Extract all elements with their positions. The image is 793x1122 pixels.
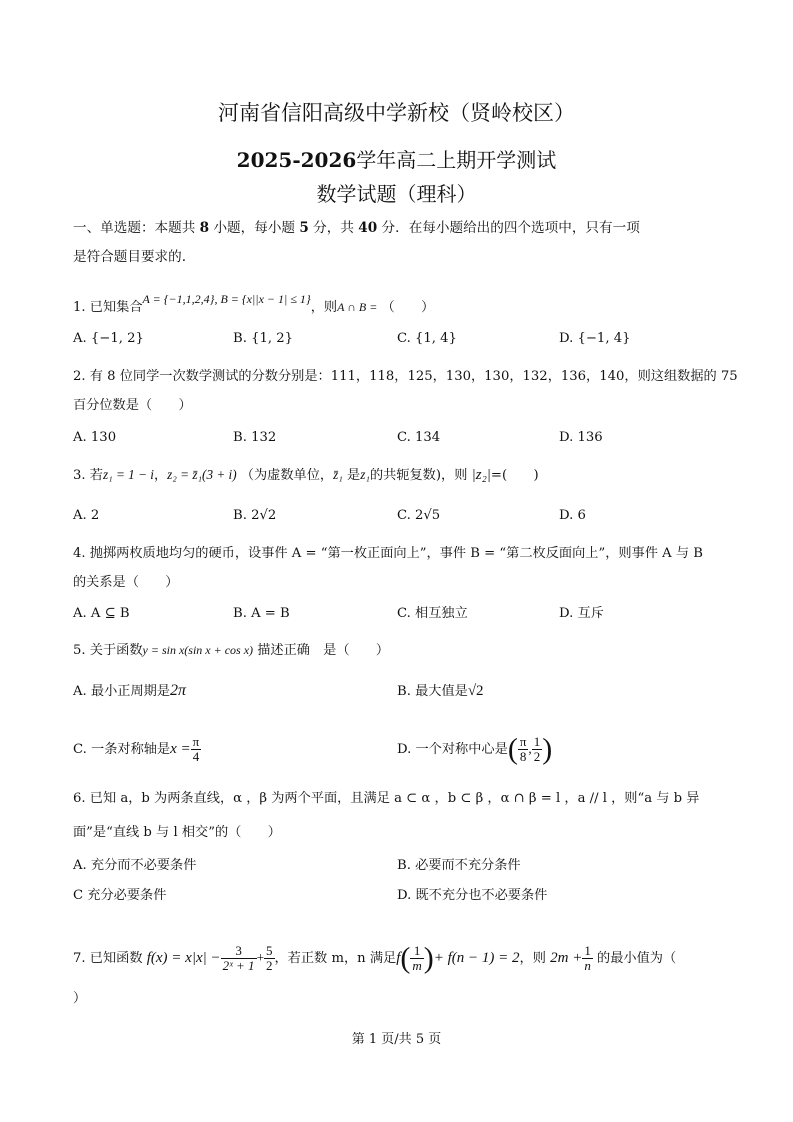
q3-option-d[interactable]: D. 6 (559, 508, 586, 523)
q5-option-b[interactable]: B. 最大值是√2 (397, 683, 484, 699)
q4-option-a[interactable]: A. A ⊆ B (73, 606, 130, 621)
question-2-line1: 2. 有 8 位同学一次数学测试的分数分别是：111，118，125，130，130，132，136，140，则这组数据的 75 (73, 369, 738, 384)
q5-option-d[interactable]: D. 一个对称中心是( $\frac{\pi}{8}$ , $\frac{1}{2}$ ) (397, 732, 553, 766)
question-5: 5. 关于函数y = sin x(sin x + cos x) 描述正确 是（ ） (73, 643, 390, 658)
q4-option-d[interactable]: D. 互斥 (559, 606, 604, 621)
question-4-line1: 4. 抛掷两枚质地均匀的硬币，设事件 A = “第一枚正面向上”，事件 B = “第二枚反面向上”，则事件 A 与 B (73, 546, 703, 561)
question-2-line2: 百分位数是（ ） (73, 398, 192, 413)
section-intro-line1: 一、单选题：本题共 8 小题，每小题 5 分，共 40 分．在每小题给出的四个选项中，只有一项 (73, 220, 640, 236)
page-number: 第 1 页/共 5 页 (351, 1032, 442, 1047)
exam-year: 2025-2026 (236, 148, 357, 172)
exam-name: 学年高二上期开学测试 (356, 148, 557, 172)
section-intro-line2: 是符合题目要求的. (73, 249, 187, 265)
q6-option-c[interactable]: C 充分必要条件 (73, 888, 167, 903)
q1-option-a[interactable]: A. {−1, 2} (73, 331, 144, 346)
q4-option-c[interactable]: C. 相互独立 (397, 606, 468, 621)
q2-option-b[interactable]: B. 132 (233, 430, 277, 445)
question-4-line2: 的关系是（ ） (73, 575, 179, 590)
q5-option-c[interactable]: C. 一条对称轴是x = $\frac{\pi}{4}$ (73, 734, 200, 764)
q6-option-a[interactable]: A. 充分而不必要条件 (73, 858, 197, 873)
question-7: 7. 已知函数 f(x) = x|x| − $\frac{3}{\text{2ˣ + 1}}$ + $\frac{5}{2}$ ，若正数 m，n 满足f( $\frac{1}{m}$ )+ f(n − 1) = 2，则 2m + $\frac{1}{n}$ 的最小值为（ (73, 941, 677, 975)
q2-option-d[interactable]: D. 136 (559, 430, 603, 445)
q3-option-c[interactable]: C. 2√5 (397, 508, 441, 523)
q3-option-b[interactable]: B. 2√2 (233, 508, 277, 523)
q2-option-c[interactable]: C. 134 (397, 430, 441, 445)
q6-option-b[interactable]: B. 必要而不充分条件 (397, 858, 521, 873)
question-6-line1: 6. 已知 a，b 为两条直线，α ，β 为两个平面，且满足 a ⊂ α ，b ⊂ β ，α ∩ β = l ，a // l ，则“a 与 b 异 (73, 791, 700, 806)
subject-title: 数学试题（理科） (316, 182, 477, 206)
q5-option-a[interactable]: A. 最小正周期是2π (73, 682, 187, 699)
q4-option-b[interactable]: B. A = B (233, 606, 290, 621)
exam-title (0, 144, 793, 173)
question-6-line2: 面”是“直线 b 与 l 相交”的（ ） (73, 825, 281, 840)
q1-option-d[interactable]: D. {−1, 4} (559, 331, 631, 346)
q1-option-b[interactable]: B. {1, 2} (233, 331, 294, 346)
q6-option-d[interactable]: D. 既不充分也不必要条件 (397, 888, 548, 903)
question-7-line2: ） (73, 991, 87, 1006)
q3-option-a[interactable]: A. 2 (73, 508, 100, 523)
question-3: 3. 若z₁ = 1 − i，z₂ = z̄₁(3 + i) （为虚数单位，z̄₁ 是z₁的共轭复数)，则 |z₂|=( ) (73, 467, 539, 483)
question-1: 1. 已知集合A = {−1,1,2,4}, B = {x||x − 1| ≤ 1}，则A ∩ B = （ ） (73, 292, 435, 315)
q2-option-a[interactable]: A. 130 (73, 430, 117, 445)
school-title: 河南省信阳高级中学新校（贤岭校区） (218, 101, 575, 125)
q1-option-c[interactable]: C. {1, 4} (397, 331, 457, 346)
